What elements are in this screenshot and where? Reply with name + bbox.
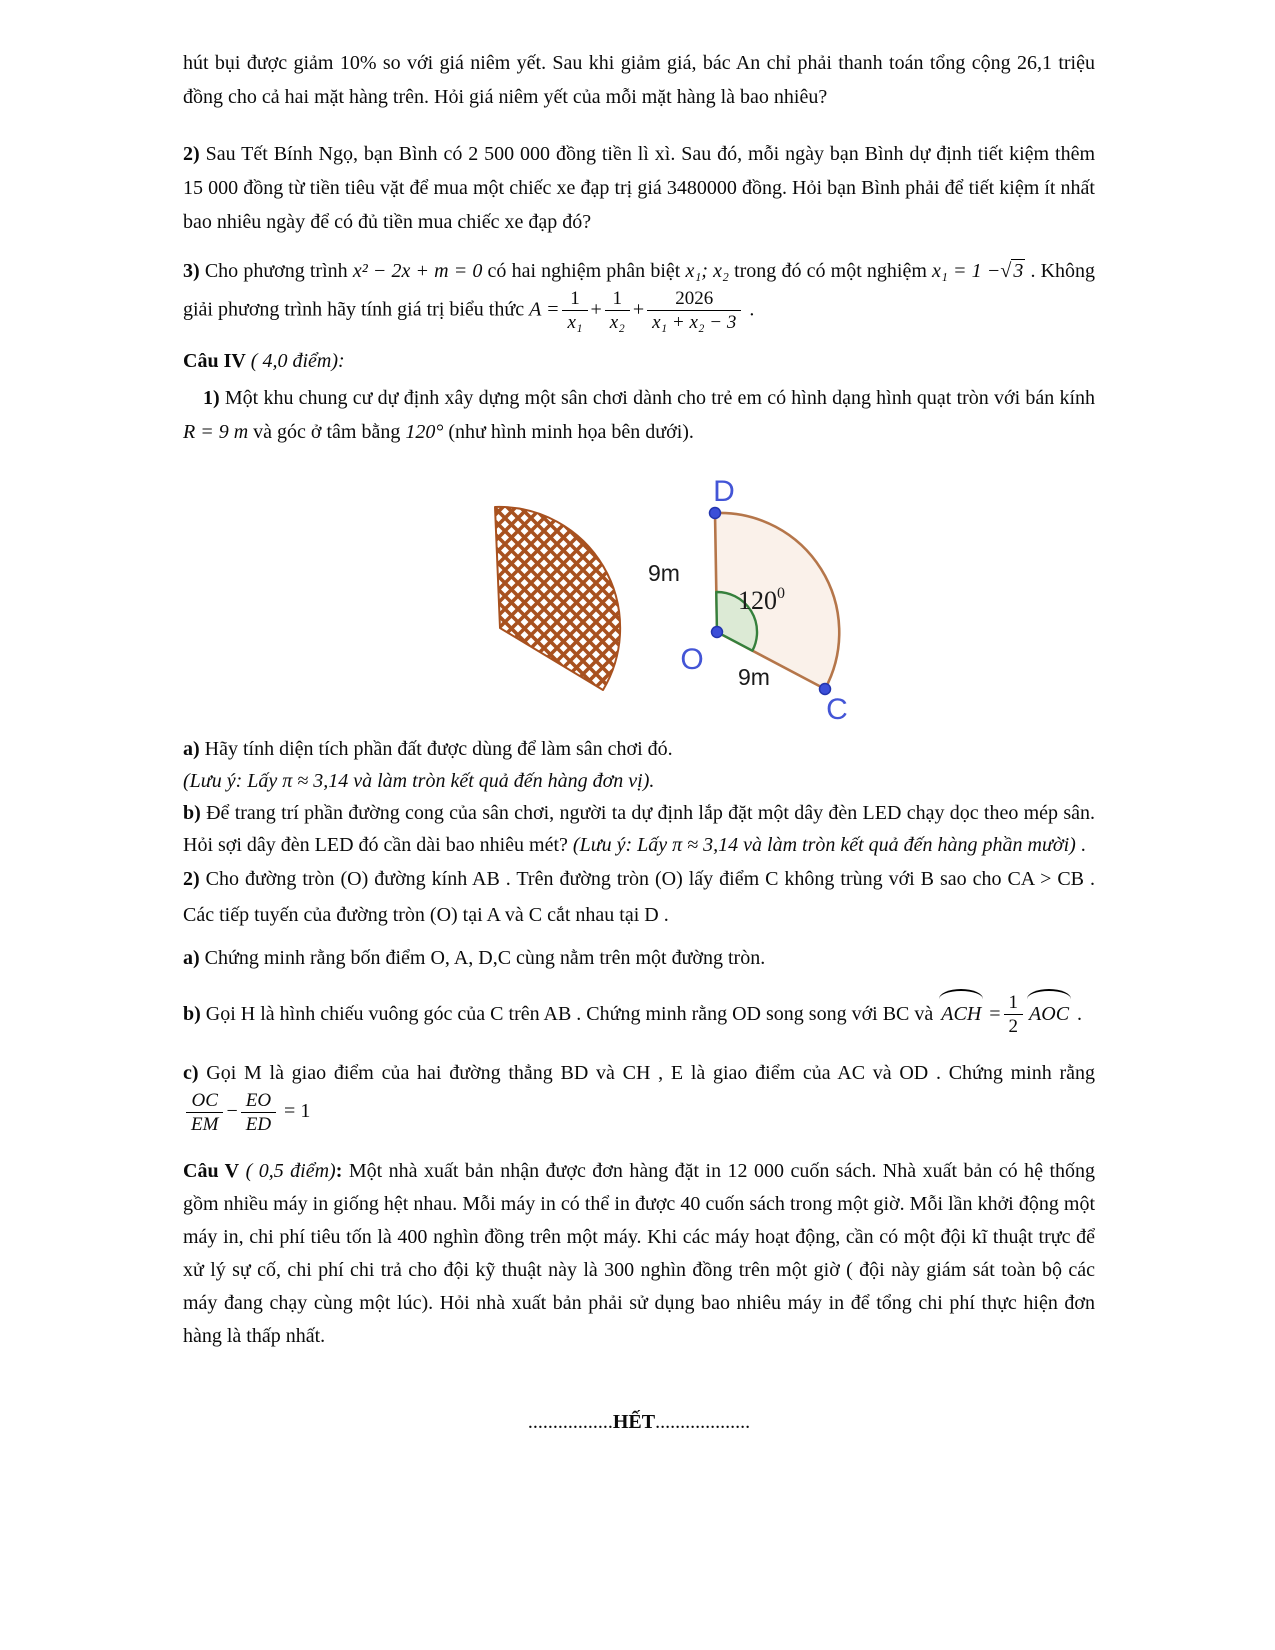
sector-figure-svg [440,453,870,725]
equals-one: = 1 [284,1100,311,1123]
point-dot-d [710,507,721,518]
problem-4-2a [183,941,1095,975]
problem-4-1-text-1: Một khu chung cư dự định xây dựng một sân chơi dành cho trẻ em có hình dạng hình quạt tròn với bán kính [224,386,1095,409]
problem-4-2b-label: b) [183,1002,201,1025]
fraction-2026-over-sum [647,288,741,334]
sentence-period: . [749,298,755,321]
angle-label-superscript: 0 [777,584,785,602]
point-dot-o [712,626,723,637]
angle-expression: 120° [405,420,444,443]
problem-3 [183,254,1095,334]
problem-4-1b-text: Để trang trí phần đường cong của sân chơi, người ta dự định lắp đặt một dây đèn LED chạy dọc theo mép sân. Hỏi sợi dây đèn LED đó cần dài bao nhiêu mét? [183,801,1096,856]
plus-sign: + [590,298,602,321]
end-marker [183,1405,1095,1439]
problem-4-2-text: Cho đường tròn (O) đường kính AB . Trên đường tròn (O) lấy điểm C không trùng với B sao cho CA > CB . Các tiếp tuyến của đường tròn (O) tại A và C cắt nhau tại D . [183,867,1095,926]
section-4-points: ( 4,0 điểm): [250,349,345,372]
fraction-denominator: x₂ [609,312,625,334]
fraction-denominator: x₁ [567,312,583,334]
fraction-numerator: 2026 [647,288,741,311]
angle-equation [938,992,1083,1038]
point-label-d: D [713,474,735,508]
problem-5-points: ( 0,5 điểm) [245,1160,336,1183]
radius-label-bottom: 9m [738,663,770,690]
problem-5-text: Một nhà xuất bản nhận được đơn hàng đặt in 12 000 cuốn sách. Nhà xuất bản có hệ thống gồm nhiều máy in giống hệt nhau. Mỗi máy in có thể in được 40 cuốn sách trong một giờ. Mỗi lần khởi động một máy in, chi phí tiêu tốn là 400 nghìn đồng trên một máy. Khi các máy hoạt động, cần có một đội kĩ thuật trực để xử lý sự cố, chi phí chi trả cho đội kỹ thuật này là 300 nghìn đồng trên một giờ ( đội này giám sát toàn bộ các máy đang chạy cùng một lúc). Hỏi nhà xuất bản phải sử dụng bao nhiêu máy in để tổng chi phí thực hiện đơn hàng là thấp nhất. [183,1160,1096,1348]
fraction-one-half [1004,992,1024,1038]
fraction-numerator: 1 [605,288,630,311]
problem-4-2c-label: c) [183,1061,199,1084]
fraction-numerator: 1 [562,288,587,311]
problem-5-title: Câu V [183,1160,240,1183]
problem-3-label: 3) [183,260,200,282]
point-label-c: C [826,692,848,725]
end-label: HẾT [612,1411,656,1434]
sentence-period: . [1077,1002,1083,1025]
fraction-denominator: 2 [1008,1016,1019,1038]
end-dots-left: ................. [527,1411,613,1434]
quadratic-equation: x² − 2x + m = 0 [352,260,483,282]
minus-sign: − [226,1100,238,1123]
sentence-period: . [1080,833,1086,856]
fraction-oc-over-em [186,1090,223,1136]
angle-aoc: AOC [1026,989,1072,1031]
problem-4-1b-label: b) [183,801,201,824]
note-text: (Lưu ý: Lấy π ≈ 3,14 và làm tròn kết quả đến hàng đơn vị). [183,769,655,792]
problem-4-2 [183,861,1095,933]
fraction-numerator: EO [241,1090,276,1113]
problem-3-text-1: Cho phương trình [204,260,348,282]
problem-3-text-4: . Không giải phương trình hãy tính giá trị biểu thức [183,260,1096,321]
problem-4-1 [183,381,1095,449]
fraction-eo-over-ed [241,1090,276,1136]
radical-sign: √ [1000,260,1012,282]
problem-2 [183,137,1095,239]
problem-3-text-3: trong đó có một nghiệm [734,260,927,282]
radicand: 3 [1013,260,1024,282]
equals-sign: = [989,1002,1001,1025]
problem-4-1a-label: a) [183,737,200,760]
plus-sign: + [632,298,645,321]
fraction-denominator: x₁ + x₂ − 3 [652,312,737,334]
problem-4-1-text-2: và góc ở tâm bằng [253,420,401,443]
problem-3-text-2: có hai nghiệm phân biệt [487,260,681,282]
problem-4-2c [183,1056,1095,1136]
problem-4-2b-text: Gọi H là hình chiếu vuông góc của C trên AB . Chứng minh rằng OD song song với BC và [205,1002,934,1025]
end-dots-right: ................... [655,1411,751,1434]
section-4-heading [183,344,1095,378]
problem-4-1b [183,797,1095,861]
problem-4-2c-text: Gọi M là giao điểm của hai đường thẳng BD và CH , E là giao điểm của AC và OD . Chứng minh rằng [206,1061,1095,1084]
point-label-o: O [680,642,704,676]
fraction-numerator: OC [186,1090,223,1113]
sector-figure [440,453,870,731]
problem-2-label: 2) [183,143,200,165]
problem-2-text: Sau Tết Bính Ngọ, bạn Bình có 2 500 000 đồng tiền lì xì. Sau đó, mỗi ngày bạn Bình dự định tiết kiệm thêm 15 000 đồng từ tiền tiêu vặt để mua một chiếc xe đạp trị giá 3480000 đồng. Hỏi bạn Bình phải để tiết kiệm ít nhất bao nhiêu ngày để có đủ tiền mua chiếc xe đạp đó? [183,143,1096,233]
square-root [1000,259,1025,282]
root-value-prefix: x₁ = 1 − [932,260,1001,282]
hatched-sector-shape [495,506,620,689]
problem-4-1a-text: Hãy tính diện tích phần đất được dùng để làm sân chơi đó. [204,737,673,760]
fraction-1-over-x2 [605,288,630,334]
ratio-equation [183,1089,311,1135]
radius-expression: R = 9 m [183,420,249,443]
radius-label-left: 9m [648,559,680,586]
problem-4-1-label: 1) [203,386,220,409]
problem-4-1a-note [183,765,1095,797]
problem-4-2b [183,989,1095,1038]
paragraph-intro-continuation: hút bụi được giảm 10% so với giá niêm yết. Sau khi giảm giá, bác An chỉ phải thanh toán tổng cộng 26,1 triệu đồng cho cả hai mặt hàng trên. Hỏi giá niêm yết của mỗi mặt hàng là bao nhiêu? [183,52,1095,108]
problem-5-colon: : [335,1160,343,1183]
note-text: (Lưu ý: Lấy π ≈ 3,14 và làm tròn kết quả đến hàng phần mười) [572,833,1076,856]
fraction-denominator: ED [245,1113,272,1135]
problem-4-2a-label: a) [183,946,200,969]
problem-4-2-label: 2) [183,867,200,890]
problem-4-2a-text: Chứng minh rằng bốn điểm O, A, D,C cùng nằm trên một đường tròn. [204,946,766,969]
fraction-denominator: EM [191,1113,219,1135]
roots-symbols: x₁; x₂ [685,260,729,282]
problem-5 [183,1155,1095,1353]
problem-4-1a [183,733,1095,765]
angle-ach: ACH [938,989,984,1031]
fraction-numerator: 1 [1004,992,1024,1015]
expression-a-equals: A = [529,298,560,321]
problem-4-1-text-3: (như hình minh họa bên dưới). [448,420,694,443]
angle-label-value: 120 [738,585,777,615]
root-value-expression [932,259,1025,282]
fraction-1-over-x1 [562,288,587,334]
section-4-title: Câu IV [183,349,246,372]
